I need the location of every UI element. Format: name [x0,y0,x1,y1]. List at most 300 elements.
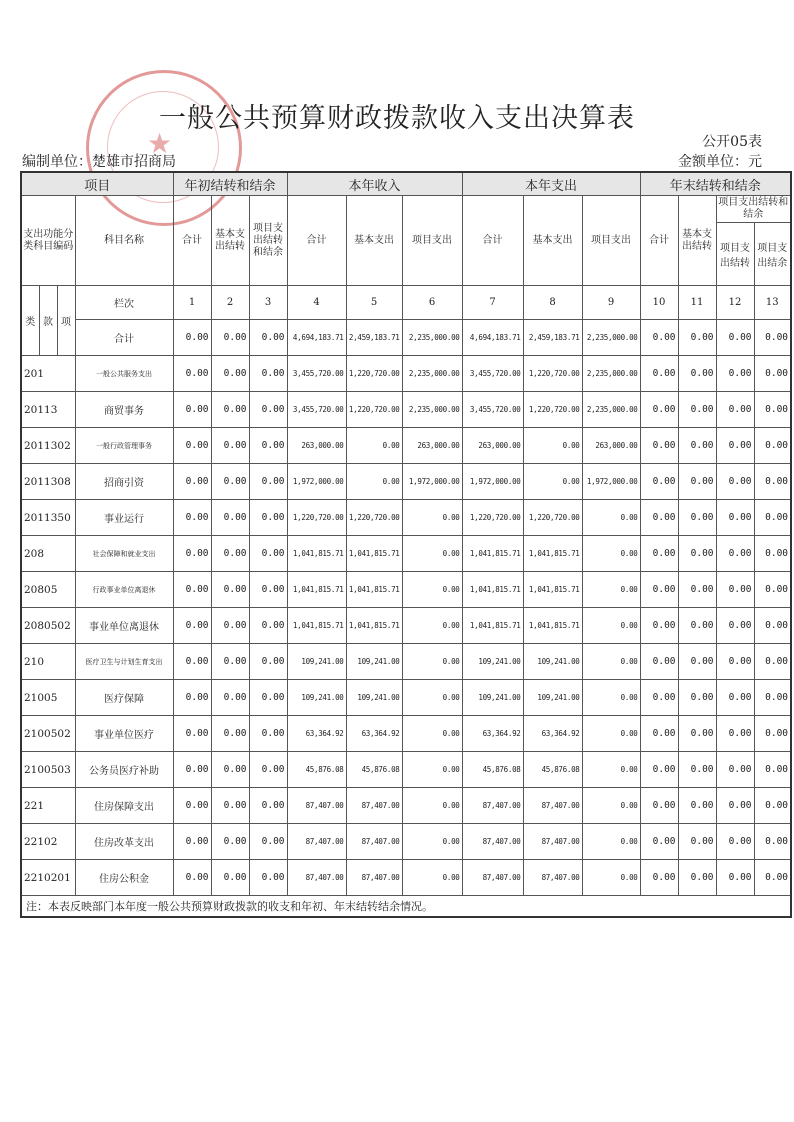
value-cell: 0.00 [754,788,791,824]
table-row [21,788,791,824]
value-cell: 0.00 [249,356,287,392]
value-cell: 4,694,183.71 [287,320,346,356]
value-cell: 109,241.00 [462,644,523,680]
value-cell: 0.00 [640,464,678,500]
row-code: 210 [21,644,75,680]
value-cell: 1,220,720.00 [523,392,582,428]
value-cell: 0.00 [678,860,716,896]
value-cell: 0.00 [249,500,287,536]
row-name: 一般行政管理事务 [75,428,173,464]
col-num: 5 [346,286,402,320]
value-cell: 0.00 [249,680,287,716]
value-cell: 0.00 [582,572,640,608]
value-cell: 0.00 [173,788,211,824]
value-cell: 3,455,720.00 [462,356,523,392]
value-cell: 0.00 [211,536,249,572]
value-cell: 45,876.08 [523,752,582,788]
row-code: 201 [21,356,75,392]
value-cell: 109,241.00 [346,644,402,680]
col-num: 4 [287,286,346,320]
value-cell: 0.00 [716,644,754,680]
row-name: 事业单位医疗 [75,716,173,752]
value-cell: 1,041,815.71 [523,536,582,572]
header-end-total: 合计 [640,196,678,286]
row-code: 2080502 [21,608,75,644]
value-cell: 0.00 [716,536,754,572]
value-cell: 0.00 [754,716,791,752]
value-cell: 0.00 [640,788,678,824]
value-cell: 0.00 [173,608,211,644]
value-cell: 0.00 [402,608,462,644]
form-number: 公开05表 [702,134,762,150]
table-row [21,536,791,572]
header-row-numbers [21,286,791,320]
table-row [21,572,791,608]
value-cell: 0.00 [211,644,249,680]
value-cell: 0.00 [640,860,678,896]
col-num: 9 [582,286,640,320]
value-cell: 263,000.00 [402,428,462,464]
value-cell: 0.00 [678,752,716,788]
col-num: 2 [211,286,249,320]
value-cell: 0.00 [754,392,791,428]
value-cell: 0.00 [678,680,716,716]
value-cell: 0.00 [640,680,678,716]
value-cell: 0.00 [716,716,754,752]
row-name: 事业单位离退休 [75,608,173,644]
value-cell: 0.00 [211,500,249,536]
value-cell: 1,220,720.00 [523,500,582,536]
value-cell: 0.00 [249,392,287,428]
value-cell: 0.00 [640,536,678,572]
value-cell: 109,241.00 [523,680,582,716]
value-cell: 1,972,000.00 [582,464,640,500]
value-cell: 0.00 [678,392,716,428]
header-begin-balance: 年初结转和结余 [173,172,287,196]
value-cell: 0.00 [402,788,462,824]
value-cell: 0.00 [249,428,287,464]
table-row [21,716,791,752]
value-cell: 0.00 [211,392,249,428]
note-row [21,896,791,918]
value-cell: 2,459,183.71 [523,320,582,356]
value-cell: 0.00 [640,572,678,608]
value-cell: 0.00 [716,392,754,428]
value-cell: 0.00 [640,500,678,536]
col-num: 11 [678,286,716,320]
table-row [21,356,791,392]
table-note: 注：本表反映部门本年度一般公共预算财政拨款的收支和年初、年末结转结余情况。 [21,896,791,918]
value-cell: 1,041,815.71 [287,536,346,572]
row-code: 21005 [21,680,75,716]
value-cell: 0.00 [173,320,211,356]
header-item: 项目 [21,172,173,196]
value-cell: 0.00 [249,788,287,824]
header-end-project-group: 项目支出结转和结余 [716,196,791,223]
value-cell: 0.00 [754,572,791,608]
value-cell: 87,407.00 [462,824,523,860]
value-cell: 0.00 [249,536,287,572]
value-cell: 0.00 [582,824,640,860]
value-cell: 63,364.92 [287,716,346,752]
col-num: 8 [523,286,582,320]
value-cell: 0.00 [640,824,678,860]
value-cell: 0.00 [754,860,791,896]
row-code: 22102 [21,824,75,860]
value-cell: 0.00 [640,752,678,788]
value-cell: 0.00 [249,608,287,644]
value-cell: 0.00 [211,788,249,824]
value-cell: 0.00 [678,824,716,860]
col-num: 7 [462,286,523,320]
value-cell: 87,407.00 [462,788,523,824]
value-cell: 109,241.00 [287,680,346,716]
value-cell: 0.00 [402,716,462,752]
total-row [21,320,791,356]
value-cell: 87,407.00 [346,788,402,824]
value-cell: 0.00 [346,464,402,500]
value-cell: 0.00 [754,824,791,860]
value-cell: 0.00 [582,752,640,788]
value-cell: 0.00 [754,752,791,788]
value-cell: 1,041,815.71 [287,608,346,644]
header-subject-name: 科目名称 [75,196,173,286]
header-income: 本年收入 [287,172,462,196]
value-cell: 0.00 [173,464,211,500]
value-cell: 1,041,815.71 [346,572,402,608]
budget-table [20,171,792,918]
value-cell: 0.00 [640,428,678,464]
value-cell: 0.00 [678,608,716,644]
value-cell: 0.00 [402,752,462,788]
value-cell: 0.00 [523,464,582,500]
value-cell: 2,235,000.00 [402,320,462,356]
value-cell: 0.00 [582,608,640,644]
value-cell: 0.00 [754,320,791,356]
value-cell: 0.00 [173,428,211,464]
row-code: 2210201 [21,860,75,896]
value-cell: 63,364.92 [523,716,582,752]
value-cell: 0.00 [211,824,249,860]
value-cell: 0.00 [402,500,462,536]
value-cell: 1,220,720.00 [346,392,402,428]
value-cell: 0.00 [402,860,462,896]
value-cell: 0.00 [754,608,791,644]
value-cell: 0.00 [173,500,211,536]
value-cell: 87,407.00 [287,860,346,896]
value-cell: 1,041,815.71 [523,608,582,644]
value-cell: 1,041,815.71 [346,536,402,572]
value-cell: 0.00 [640,608,678,644]
value-cell: 0.00 [716,356,754,392]
value-cell: 0.00 [678,356,716,392]
table-row [21,428,791,464]
value-cell: 0.00 [754,680,791,716]
value-cell: 0.00 [173,644,211,680]
col-num: 10 [640,286,678,320]
value-cell: 87,407.00 [287,824,346,860]
value-cell: 0.00 [173,752,211,788]
value-cell: 0.00 [582,788,640,824]
header-class-lei: 类 [21,286,39,356]
header-income-basic: 基本支出 [346,196,402,286]
value-cell: 0.00 [716,788,754,824]
value-cell: 3,455,720.00 [287,356,346,392]
header-row-groups [21,172,791,196]
value-cell: 0.00 [678,464,716,500]
row-name: 社会保障和就业支出 [75,536,173,572]
value-cell: 0.00 [678,644,716,680]
value-cell: 0.00 [678,320,716,356]
value-cell: 0.00 [249,572,287,608]
header-expense-project: 项目支出 [582,196,640,286]
row-code: 2011350 [21,500,75,536]
table-row [21,392,791,428]
value-cell: 1,041,815.71 [287,572,346,608]
value-cell: 0.00 [211,752,249,788]
value-cell: 2,235,000.00 [582,392,640,428]
row-name: 公务员医疗补助 [75,752,173,788]
value-cell: 2,235,000.00 [402,356,462,392]
value-cell: 0.00 [640,320,678,356]
header-class-xiang: 项 [57,286,75,356]
row-code: 2011302 [21,428,75,464]
value-cell: 0.00 [716,680,754,716]
value-cell: 1,041,815.71 [462,608,523,644]
value-cell: 263,000.00 [462,428,523,464]
value-cell: 0.00 [249,320,287,356]
value-cell: 0.00 [249,644,287,680]
value-cell: 109,241.00 [462,680,523,716]
value-cell: 4,694,183.71 [462,320,523,356]
value-cell: 0.00 [211,680,249,716]
header-income-total: 合计 [287,196,346,286]
row-name: 一般公共服务支出 [75,356,173,392]
value-cell: 0.00 [173,716,211,752]
value-cell: 109,241.00 [346,680,402,716]
value-cell: 263,000.00 [287,428,346,464]
row-code: 208 [21,536,75,572]
value-cell: 0.00 [173,680,211,716]
value-cell: 3,455,720.00 [287,392,346,428]
value-cell: 0.00 [754,644,791,680]
value-cell: 109,241.00 [287,644,346,680]
value-cell: 0.00 [249,464,287,500]
table-row [21,608,791,644]
header-row-no: 栏次 [75,286,173,320]
row-name: 医疗保障 [75,680,173,716]
header-begin-project: 项目支出结转和结余 [249,196,287,286]
col-num: 1 [173,286,211,320]
col-num: 6 [402,286,462,320]
header-end-project-surplus: 项目支出结余 [754,223,791,286]
row-name: 住房保障支出 [75,788,173,824]
header-begin-total: 合计 [173,196,211,286]
value-cell: 1,972,000.00 [462,464,523,500]
value-cell: 263,000.00 [582,428,640,464]
value-cell: 1,220,720.00 [523,356,582,392]
table-row [21,860,791,896]
value-cell: 0.00 [716,824,754,860]
value-cell: 0.00 [754,500,791,536]
value-cell: 2,235,000.00 [582,356,640,392]
value-cell: 0.00 [582,680,640,716]
value-cell: 2,459,183.71 [346,320,402,356]
table-row [21,680,791,716]
value-cell: 0.00 [173,860,211,896]
value-cell: 0.00 [402,536,462,572]
col-num: 3 [249,286,287,320]
value-cell: 0.00 [523,428,582,464]
value-cell: 45,876.08 [346,752,402,788]
currency-unit: 金额单位：元 [678,154,762,170]
value-cell: 1,041,815.71 [462,536,523,572]
value-cell: 0.00 [754,536,791,572]
table-row [21,824,791,860]
value-cell: 0.00 [678,536,716,572]
value-cell: 3,455,720.00 [462,392,523,428]
value-cell: 45,876.08 [287,752,346,788]
value-cell: 0.00 [716,752,754,788]
value-cell: 0.00 [211,464,249,500]
value-cell: 0.00 [754,428,791,464]
value-cell: 0.00 [211,428,249,464]
value-cell: 2,235,000.00 [582,320,640,356]
value-cell: 0.00 [640,392,678,428]
value-cell: 1,041,815.71 [523,572,582,608]
row-code: 2011308 [21,464,75,500]
table-row [21,464,791,500]
value-cell: 87,407.00 [523,824,582,860]
value-cell: 1,972,000.00 [402,464,462,500]
value-cell: 0.00 [211,356,249,392]
value-cell: 0.00 [582,536,640,572]
value-cell: 0.00 [716,320,754,356]
value-cell: 1,220,720.00 [462,500,523,536]
value-cell: 0.00 [678,572,716,608]
value-cell: 1,041,815.71 [346,608,402,644]
header-expense-total: 合计 [462,196,523,286]
value-cell: 2,235,000.00 [402,392,462,428]
header-begin-basic: 基本支出结转 [211,196,249,286]
value-cell: 1,041,815.71 [462,572,523,608]
row-name: 住房改革支出 [75,824,173,860]
row-code: 20113 [21,392,75,428]
value-cell: 0.00 [640,644,678,680]
value-cell: 0.00 [249,860,287,896]
page-title: 一般公共预算财政拨款收入支出决算表 [159,103,635,134]
value-cell: 45,876.08 [462,752,523,788]
table-row [21,752,791,788]
row-name: 行政事业单位离退休 [75,572,173,608]
value-cell: 0.00 [211,572,249,608]
table-row [21,644,791,680]
value-cell: 0.00 [640,716,678,752]
value-cell: 1,220,720.00 [346,356,402,392]
value-cell: 87,407.00 [523,860,582,896]
value-cell: 0.00 [716,428,754,464]
value-cell: 0.00 [754,356,791,392]
value-cell: 0.00 [582,500,640,536]
value-cell: 0.00 [640,356,678,392]
row-name: 住房公积金 [75,860,173,896]
header-expense: 本年支出 [462,172,640,196]
header-class-kuan: 款 [39,286,57,356]
value-cell: 0.00 [211,860,249,896]
value-cell: 1,220,720.00 [287,500,346,536]
value-cell: 109,241.00 [523,644,582,680]
header-expense-basic: 基本支出 [523,196,582,286]
value-cell: 63,364.92 [346,716,402,752]
value-cell: 63,364.92 [462,716,523,752]
value-cell: 0.00 [346,428,402,464]
value-cell: 0.00 [716,572,754,608]
value-cell: 0.00 [716,608,754,644]
value-cell: 0.00 [678,428,716,464]
value-cell: 0.00 [402,644,462,680]
value-cell: 87,407.00 [287,788,346,824]
star-icon: ★ [147,127,173,160]
value-cell: 0.00 [754,464,791,500]
value-cell: 0.00 [173,536,211,572]
header-end-project-carry: 项目支出结转 [716,223,754,286]
value-cell: 0.00 [678,716,716,752]
value-cell: 0.00 [249,716,287,752]
value-cell: 1,972,000.00 [287,464,346,500]
row-code: 2100503 [21,752,75,788]
value-cell: 0.00 [173,572,211,608]
value-cell: 0.00 [211,716,249,752]
value-cell: 0.00 [173,824,211,860]
row-name: 招商引资 [75,464,173,500]
value-cell: 87,407.00 [523,788,582,824]
value-cell: 0.00 [678,500,716,536]
total-label: 合计 [75,320,173,356]
col-num: 12 [716,286,754,320]
col-num: 13 [754,286,791,320]
value-cell: 0.00 [249,752,287,788]
value-cell: 0.00 [716,464,754,500]
value-cell: 0.00 [582,860,640,896]
value-cell: 0.00 [402,824,462,860]
header-row-columns [21,196,791,223]
value-cell: 87,407.00 [346,860,402,896]
value-cell: 0.00 [582,716,640,752]
header-function-code: 支出功能分类科目编码 [21,196,75,286]
row-name: 事业运行 [75,500,173,536]
value-cell: 0.00 [173,392,211,428]
header-end-balance: 年末结转和结余 [640,172,791,196]
value-cell: 0.00 [402,680,462,716]
value-cell: 0.00 [249,824,287,860]
value-cell: 87,407.00 [462,860,523,896]
row-name: 商贸事务 [75,392,173,428]
value-cell: 0.00 [582,644,640,680]
header-income-project: 项目支出 [402,196,462,286]
value-cell: 0.00 [211,608,249,644]
row-code: 221 [21,788,75,824]
value-cell: 0.00 [716,860,754,896]
value-cell: 0.00 [173,356,211,392]
row-code: 20805 [21,572,75,608]
table-row [21,500,791,536]
row-code: 2100502 [21,716,75,752]
value-cell: 0.00 [211,320,249,356]
value-cell: 0.00 [678,788,716,824]
value-cell: 87,407.00 [346,824,402,860]
value-cell: 1,220,720.00 [346,500,402,536]
header-end-basic: 基本支出结转 [678,196,716,286]
